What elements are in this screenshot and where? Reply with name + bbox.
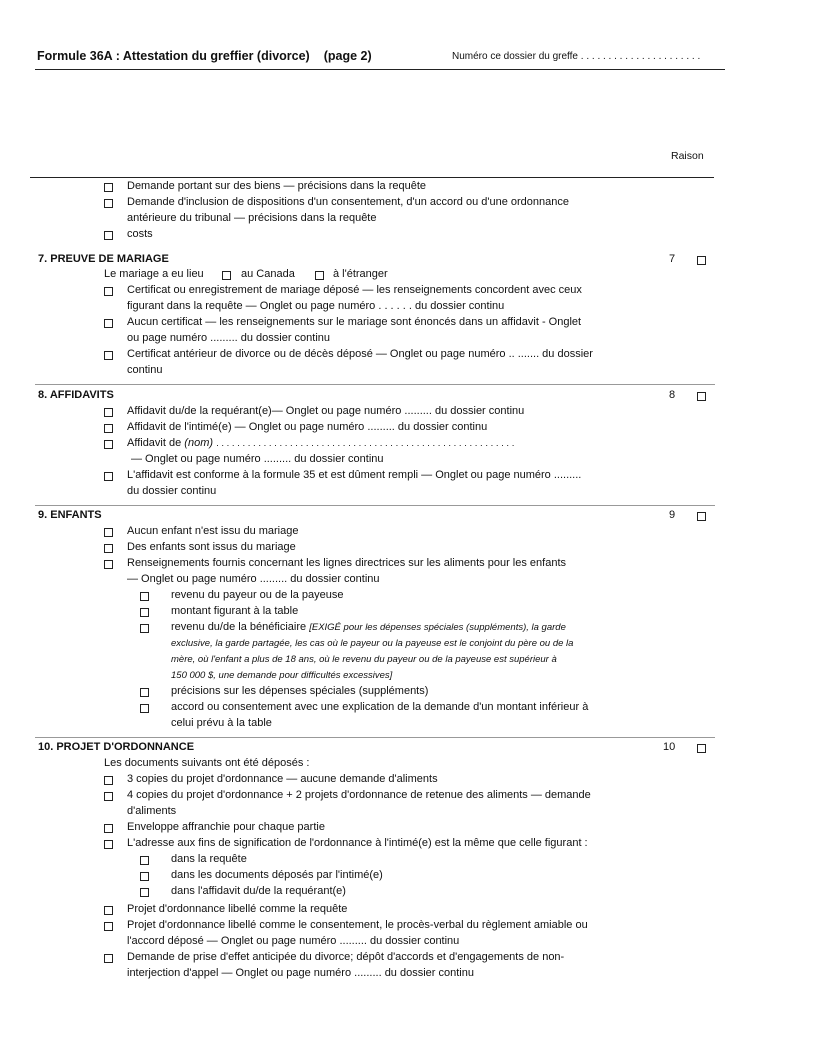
item-text: Affidavit de l'intimé(e) — Onglet ou page numéro ......... du dossier continu bbox=[127, 421, 488, 433]
checkbox[interactable] bbox=[104, 472, 113, 481]
checkbox[interactable] bbox=[104, 954, 113, 963]
item-text: — Onglet ou page numéro ......... du dossier continu bbox=[131, 453, 384, 465]
checkbox[interactable] bbox=[140, 608, 149, 617]
checkbox[interactable] bbox=[104, 440, 113, 449]
item-text: dans la requête bbox=[171, 853, 247, 865]
checkbox[interactable] bbox=[140, 856, 149, 865]
header-rule bbox=[35, 69, 725, 70]
checkbox[interactable] bbox=[140, 624, 149, 633]
name-hint: (nom) bbox=[184, 437, 214, 449]
checkbox[interactable] bbox=[104, 231, 113, 240]
fill-line: . . . . . . . . . . . . . . . . . . . . . . . . . . . . . . . . . . . . . . . . . . . . . . . . . . . . . . . . . bbox=[216, 438, 515, 449]
checkbox[interactable] bbox=[104, 424, 113, 433]
checkbox[interactable] bbox=[140, 872, 149, 881]
raison-column-header: Raison bbox=[671, 150, 704, 162]
item-text: accord ou consentement avec une explication de la demande d'un montant inférieur à bbox=[171, 701, 589, 713]
checkbox[interactable] bbox=[140, 688, 149, 697]
section-divider bbox=[35, 505, 715, 506]
form-title-text: Formule 36A : Attestation du greffier (divorce) bbox=[37, 49, 310, 63]
form-title bbox=[37, 49, 372, 63]
item-text: figurant dans la requête — Onglet ou page numéro . . . . . . du dossier continu bbox=[127, 300, 505, 312]
checkbox-abroad[interactable] bbox=[315, 271, 324, 280]
note-line: exclusive, la garde partagée, les cas où le payeur ou la payeuse est le conjoint du père ou de la bbox=[171, 638, 574, 649]
note-text: [EXIGÉ pour les dépenses spéciales (suppléments), la garde bbox=[309, 622, 566, 633]
section-9-title: 9. ENFANTS bbox=[38, 509, 102, 521]
item-text: Affidavit du/de la requérant(e)— Onglet ou page numéro ......... du dossier continu bbox=[127, 405, 525, 417]
section-7-checkbox[interactable] bbox=[697, 256, 706, 265]
checkbox[interactable] bbox=[104, 319, 113, 328]
item-text: Certificat ou enregistrement de mariage déposé — les renseignements concordent avec ceux bbox=[127, 284, 582, 296]
section-7-number: 7 bbox=[669, 253, 676, 265]
item-text: Certificat antérieur de divorce ou de décès déposé — Onglet ou page numéro .. ....... du dossier bbox=[127, 348, 593, 360]
checkbox[interactable] bbox=[140, 888, 149, 897]
checkbox[interactable] bbox=[104, 776, 113, 785]
item-text: Renseignements fournis concernant les lignes directrices sur les aliments pour les enfants bbox=[127, 557, 566, 569]
checkbox[interactable] bbox=[104, 351, 113, 360]
item-text: Aucun certificat — les renseignements sur le mariage sont énoncés dans un affidavit - Onglet bbox=[127, 316, 582, 328]
item-text: celui prévu à la table bbox=[171, 717, 272, 729]
checkbox[interactable] bbox=[104, 287, 113, 296]
section-8-checkbox[interactable] bbox=[697, 392, 706, 401]
checkbox[interactable] bbox=[104, 922, 113, 931]
item-text: Aucun enfant n'est issu du mariage bbox=[127, 525, 299, 537]
checkbox[interactable] bbox=[104, 199, 113, 208]
item-text: costs bbox=[127, 228, 153, 240]
section-9-checkbox[interactable] bbox=[697, 512, 706, 521]
section-8-title: 8. AFFIDAVITS bbox=[38, 389, 114, 401]
page-label: (page 2) bbox=[323, 49, 372, 63]
item-text: Demande portant sur des biens — précisions dans la requête bbox=[127, 180, 427, 192]
item-text: du dossier continu bbox=[127, 485, 217, 497]
note-text bbox=[171, 669, 392, 682]
section-10-number: 10 bbox=[663, 741, 676, 753]
section-7-title: 7. PREUVE DE MARIAGE bbox=[38, 253, 169, 265]
checkbox[interactable] bbox=[140, 704, 149, 713]
option-canada: au Canada bbox=[241, 268, 295, 280]
recipient-income bbox=[171, 621, 566, 634]
note-line: 150 000 $, une demande pour difficultés excessives] bbox=[171, 670, 393, 681]
item-text: dans les documents déposés par l'intimé(e) bbox=[171, 869, 383, 881]
checkbox[interactable] bbox=[104, 824, 113, 833]
note-line: mère, où l'enfant a plus de 18 ans, où le revenu du payeur ou de la payeuse est supérieur à bbox=[171, 654, 557, 665]
section-10-checkbox[interactable] bbox=[697, 744, 706, 753]
item-text: revenu du payeur ou de la payeuse bbox=[171, 589, 344, 601]
affidavit-other bbox=[127, 437, 514, 450]
item-text: dans l'affidavit du/de la requérant(e) bbox=[171, 885, 346, 897]
marriage-intro-text: Le mariage a eu lieu bbox=[104, 268, 204, 280]
checkbox[interactable] bbox=[104, 544, 113, 553]
marriage-intro bbox=[104, 268, 204, 281]
file-number-label: Numéro ce dossier du greffe . . . . . . . . . . . . . . . . . . . . . . bbox=[452, 51, 701, 62]
item-text: 3 copies du projet d'ordonnance — aucune demande d'aliments bbox=[127, 773, 438, 785]
item-text: Affidavit de bbox=[127, 437, 182, 449]
section-9-number: 9 bbox=[669, 509, 676, 521]
item-text: l'accord déposé — Onglet ou page numéro ......... du dossier continu bbox=[127, 935, 460, 947]
note-text bbox=[171, 653, 557, 666]
checkbox[interactable] bbox=[104, 840, 113, 849]
section-10-title: 10. PROJET D'ORDONNANCE bbox=[38, 741, 195, 753]
item-text: Demande de prise d'effet anticipée du divorce; dépôt d'accords et d'engagements de non- bbox=[127, 951, 565, 963]
checkbox-canada[interactable] bbox=[222, 271, 231, 280]
checkbox[interactable] bbox=[104, 792, 113, 801]
section-divider bbox=[35, 737, 715, 738]
item-text: ou page numéro ......... du dossier continu bbox=[127, 332, 331, 344]
documents-intro: Les documents suivants ont été déposés : bbox=[104, 757, 310, 769]
item-text: continu bbox=[127, 364, 163, 376]
item-text: L'adresse aux fins de signification de l'ordonnance à l'intimé(e) est la même que celle figurant : bbox=[127, 837, 588, 849]
item-text: Des enfants sont issus du mariage bbox=[127, 541, 296, 553]
item-text: Projet d'ordonnance libellé comme le consentement, le procès-verbal du règlement amiable ou bbox=[127, 919, 588, 931]
checkbox[interactable] bbox=[104, 560, 113, 569]
item-text: Demande d'inclusion de dispositions d'un consentement, d'un accord ou d'une ordonnance bbox=[127, 196, 569, 208]
item-text: interjection d'appel — Onglet ou page numéro ......... du dossier continu bbox=[127, 967, 474, 979]
checkbox[interactable] bbox=[104, 528, 113, 537]
checkbox[interactable] bbox=[140, 592, 149, 601]
section-8-number: 8 bbox=[669, 389, 676, 401]
item-text: — Onglet ou page numéro ......... du dossier continu bbox=[127, 573, 380, 585]
checkbox[interactable] bbox=[104, 906, 113, 915]
item-text: antérieure du tribunal — précisions dans la requête bbox=[127, 212, 377, 224]
item-text: Enveloppe affranchie pour chaque partie bbox=[127, 821, 325, 833]
item-text: d'aliments bbox=[127, 805, 177, 817]
item-text: revenu du/de la bénéficiaire bbox=[171, 621, 307, 633]
checkbox[interactable] bbox=[104, 408, 113, 417]
item-text: 4 copies du projet d'ordonnance + 2 projets d'ordonnance de retenue des aliments — demande bbox=[127, 789, 591, 801]
item-text: montant figurant à la table bbox=[171, 605, 299, 617]
item-text: précisions sur les dépenses spéciales (suppléments) bbox=[171, 685, 429, 697]
item-text: Projet d'ordonnance libellé comme la requête bbox=[127, 903, 348, 915]
note-text bbox=[171, 637, 573, 650]
option-abroad: à l'étranger bbox=[333, 268, 388, 280]
section-divider bbox=[35, 384, 715, 385]
section-rule bbox=[30, 177, 714, 178]
item-text: L'affidavit est conforme à la formule 35 et est dûment rempli — Onglet ou page numéro ......... bbox=[127, 469, 582, 481]
checkbox[interactable] bbox=[104, 183, 113, 192]
